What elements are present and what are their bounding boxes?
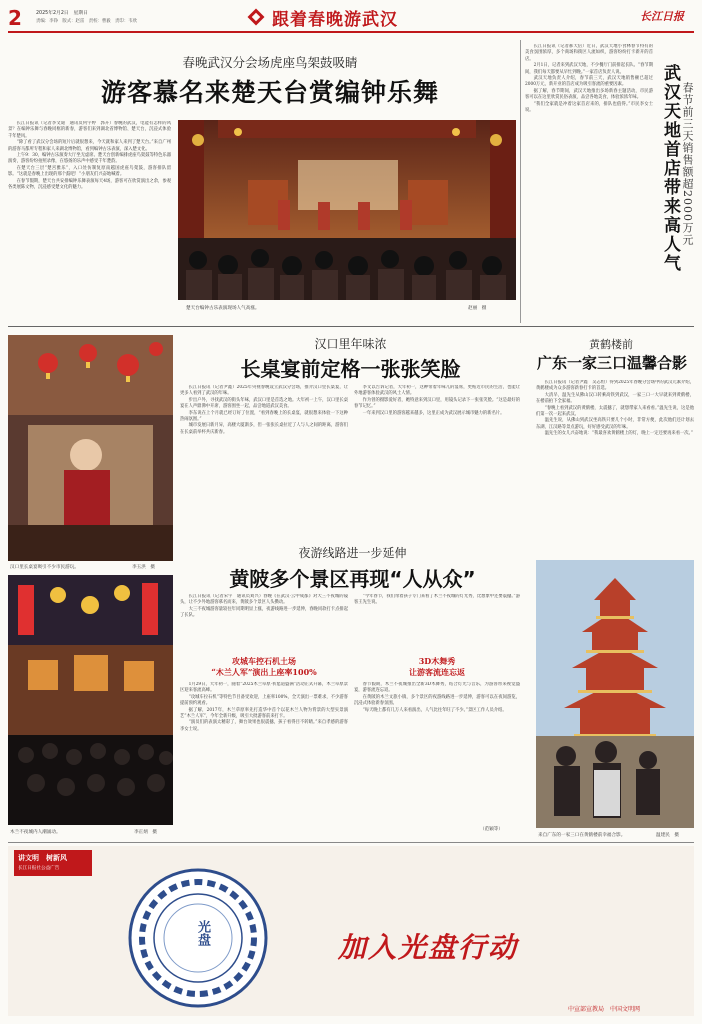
date-line: 2025年2月2日 星期日	[36, 11, 88, 16]
paragraph: 在楚天台三层“楚宫雅乐”，入口处仿制复原南越国虎座鸟架鼓，游客排队留影。“这就是春晚上出现的那个鼓吧！”小朋友们兴奋地喊着。	[8, 165, 171, 178]
sub-2-body	[354, 682, 520, 822]
column-banner	[246, 6, 436, 28]
paragraph: “攻城车拉石机”等特色节目备受欢迎，上座率100%，全天演出一票难求，不少游客提前预约观看。	[180, 694, 348, 707]
article-4-lead-col2	[354, 594, 520, 654]
article-2-body-col1	[180, 385, 348, 520]
photo-huanghelou	[536, 560, 694, 828]
footer-top-rule	[8, 842, 694, 843]
paragraph: 李东说在上个月就已经订好了位置，“看到春晚上的长桌宴，就很想来体验一下这种热闹氛围。”	[180, 410, 348, 423]
article-3-photo-caption: 来自广东的一家三口在黄鹤楼前幸福合影。	[538, 833, 626, 838]
sub-1-title-1: 攻城车控石机土场	[232, 656, 296, 666]
paragraph: 大清早，温先生从佛山汉口转乘高铁到武汉，一家三口一大早就来到黄鹤楼，在楼前拍下全家福。	[536, 392, 694, 405]
hankouli-illustration	[8, 335, 173, 561]
paragraph: “除了看了武汉分会场的短片后就很想来，今天就和家人来到了楚天台。”来自广州的游客马都所专程和家人来湖北博物馆，看到编钟古乐表演，深入楚文化。	[8, 140, 171, 152]
masthead	[0, 0, 702, 34]
column-title: 跟着春晚游武汉	[272, 9, 398, 30]
paragraph: 一年来到汉口里的游客越来越多，这里正成为武汉展示城市魅力的新名片。	[362, 410, 505, 416]
paragraph: 长江日报讯（记者李文迪 通讯员何宇婷 郭卉）春晚的武汉，电能有怎样的风景？在编钟乐舞与春晚同框的新春，游客们来到湖北省博物馆、楚天台，沉浸式体验千年楚风。	[8, 121, 171, 139]
masthead-rule	[8, 31, 694, 33]
ad-credit-line: 中宣部宣教局 中国文明网	[568, 1006, 641, 1013]
article-1-headline: 游客慕名来楚天台赏编钟乐舞	[100, 78, 439, 107]
sub-2-title-2: 让游客流连忘返	[409, 667, 465, 677]
paragraph: “今年春节，我们带着孩子专门来看了木兰不夜城的灯光秀，比想象中还要震撼。”游客王先生说。	[354, 594, 520, 606]
paragraph: 温先生说，从佛山到武汉坐高铁只要几个小时，非常方便，此次他们还计划去东湖、江汉路等景点游玩，好好感受武汉的年味。	[536, 418, 694, 430]
article-4-kicker: 夜游线路进一步延伸	[298, 546, 407, 560]
sub-2-title-1: 3D木舞秀	[418, 656, 456, 666]
column-divider	[520, 40, 521, 323]
paragraph: 李文以告诉记者，大年初一，这种带着年味儿的宴席，更贴近市民的生活，也能让外地游客体验武汉的风土人情。	[354, 385, 520, 397]
paragraph: “演员们的表演太精彩了，舞台效果也很震撼，孩子看得目不转睛。”来自孝感的游客李女士说。	[180, 720, 348, 732]
paragraph: 温先生的女儿兴奋地说：“我最喜欢黄鹤楼上的灯，晚上一定还要再来看一次。”	[544, 431, 693, 437]
article-3-headline: 广东一家三口温馨合影	[536, 354, 687, 372]
mulan-illustration	[8, 575, 173, 825]
article-2-headline: 长桌宴前定格一张张笑脸	[240, 357, 461, 381]
paragraph: 在春节假期，楚天台共安排编钟乐舞表演每天4场，游客可在欣赏演出之余，参观各类展陈文物，沉浸感受楚文化的魅力。	[8, 178, 171, 191]
paragraph: 城市发展日新月异，高楼大厦渐多，但一张张长桌拉近了人与人之间的距离，游客们在长桌前举杯共庆新春。	[180, 423, 348, 435]
editor-line: 责编：李铮 版式：赵雷 责校：曹毅 责印：韦欣	[36, 19, 137, 24]
paragraph: 作为曾的摄影爱好者，她特意来到汉口里，用镜头记录下一张张笑脸。“这是最好的春节记忆。”	[354, 397, 520, 410]
ad-slogan: 加入光盘行动	[338, 931, 519, 964]
article-1-kicker: 春晚武汉分会场虎座鸟架鼓吸睛	[182, 55, 358, 70]
badge-line-2: 长江日报社公益广告	[18, 866, 60, 871]
paragraph: “每天晚上都有几万人来看演出，人气比往年旺了不少。”景区工作人员介绍。	[362, 707, 507, 713]
public-service-ad	[8, 846, 694, 1016]
article-2-kicker: 汉口里年味浓	[314, 337, 387, 351]
paragraph: 步出户外，寻找武汉的街头年味，武汉口里是首选之地。大年初一上午，汉口里长桌宴在人声鼎沸中开席，游客围坐一起，品尝地道武汉美食。	[180, 397, 348, 410]
civility-badge	[14, 850, 92, 876]
paragraph: 长江日报讯（记者宋宇 通讯员刘兴）春晚《在武汉·云中成都》对大三不夜城的镜头，让不少外地游客慕名而来，黄陂多个景区人头攒动。	[180, 594, 348, 606]
paper-logo: 长江日报	[640, 10, 684, 23]
article-3-body	[536, 380, 694, 552]
badge-line-1: 讲文明 树新风	[18, 854, 67, 862]
article-1-body	[8, 121, 171, 317]
paragraph: 长江日报讯（记者尹鑫 吴志恒）得到2025年春晚分会场中的武汉元素介绍，黄鹤楼成为众多游客新春打卡的首选。	[536, 380, 694, 392]
article-2-photo-caption: 汉口里长桌宴吸引不少市民游玩。	[10, 565, 79, 570]
sidebar-kicker: 春节前三天销售额超2000万元	[681, 82, 694, 246]
paragraph: 春节假期，木兰不夜城推出全新3D木舞秀，结合灯光与音乐，为游客带来视觉盛宴，游客流连忘返。	[354, 682, 520, 694]
sidebar-body	[525, 44, 653, 319]
paragraph: 上午9：30，编钟古乐演奏大厅坐无虚席。楚天台创新编排虎座鸟架鼓等特色乐器演奏，游客纷纷拍照录像，在悠扬的乐声中感受千年楚韵。	[8, 153, 171, 165]
paragraph: 2月1日，记者来到武汉天地，不少餐厅门前排起长队。“春节期间，我们每天都要从早忙到晚。”一家首店负责人说。	[525, 63, 653, 75]
paragraph: 据了解，2017年，木兰草原率先打造华中首个以花木兰人物为背景的大型实景演艺“木兰人军”，今年全新升级，吸引大批游客前来打卡。	[180, 707, 348, 720]
paragraph: 据了解，春节期间，武汉天地推出多场新春主题活动，市民游客可以在这里欣赏民俗表演，品尝各地美食，体验浓浓年味。	[525, 88, 653, 101]
paragraph: 1月29日，大年初一，随着“2025木兰草原·祈愿道盛满”活动正式开幕，木兰草原景区迎来客流高峰。	[180, 682, 348, 694]
paragraph: 长江日报讯（记者尹鑫）2025年央视春晚设立武汉分会场，推介汉口里长桌宴，让更多人看到了武汉的年味。	[180, 385, 348, 397]
article-2-body-col2	[354, 385, 520, 520]
photo-hankouli	[8, 335, 173, 561]
article-4-photo-caption: 木兰不夜城内人潮涌动。	[10, 830, 61, 835]
paragraph: 在黄陂的木兰文旅小镇，多个景区的夜游线路进一步延伸，游客可以在夜间游览，沉浸式体验新春氛围。	[354, 694, 520, 707]
article-4-photo-credit: 李正炳 摄	[134, 830, 157, 835]
paragraph: 武汉天地负责人介绍，春节前三天，武汉天地销售额已超过2000万元，新开业的首店成为吸引客流的重要因素。	[525, 76, 653, 88]
banner-diamond-icon	[246, 7, 266, 27]
sub-1-title-2: “木兰人军”演出上座率100%	[211, 667, 317, 677]
sub-1-body	[180, 682, 348, 832]
photo-mulan-town	[8, 575, 173, 825]
huanghelou-illustration	[536, 560, 694, 828]
paragraph: 长江日报讯（记者郝天倍）近日，武汉天地小食林春节特有的美食氛围浓厚，多个商场和街区人流如织，游客纷纷打卡新开的首店。	[525, 44, 653, 62]
paragraph: “春晚上看到武汉的黄鹤楼，太震撼了，就想带家人来看看。”温先生说，这是他们第一次一起来武汉。	[536, 405, 694, 418]
article-1-photo-credit: 赵丽 摄	[468, 306, 487, 311]
photo-chutian-stage	[178, 120, 516, 300]
article-4-lead-col1	[180, 594, 348, 654]
plate-seal-text: 光盘	[195, 920, 210, 946]
article-3-kicker: 黄鹤楼前	[589, 338, 633, 351]
article-4-author: （范颖等）	[480, 827, 503, 832]
section-rule	[8, 326, 694, 327]
article-2-photo-credit: 李玉洪 摄	[132, 565, 155, 570]
article-3-photo-credit: 温建民 摄	[656, 833, 679, 838]
paragraph: 大三不夜城游客量较往年同期明显上涨，夜游线路进一步延伸，春晚同款打卡点排起了长队。	[180, 606, 348, 619]
article-4-headline: 黄陂多个景区再现“人从众”	[229, 567, 476, 591]
article-1-photo-caption: 楚天台编钟古乐表演现场人气高涨。	[186, 306, 260, 311]
paragraph: “我们全家就是冲着这家首店来的，排队也值得。”市民李女士说。	[525, 101, 653, 114]
stage-illustration	[178, 120, 516, 300]
sidebar-headline: 武汉天地首店带来高人气	[660, 64, 680, 273]
page-number: 2	[8, 6, 22, 30]
